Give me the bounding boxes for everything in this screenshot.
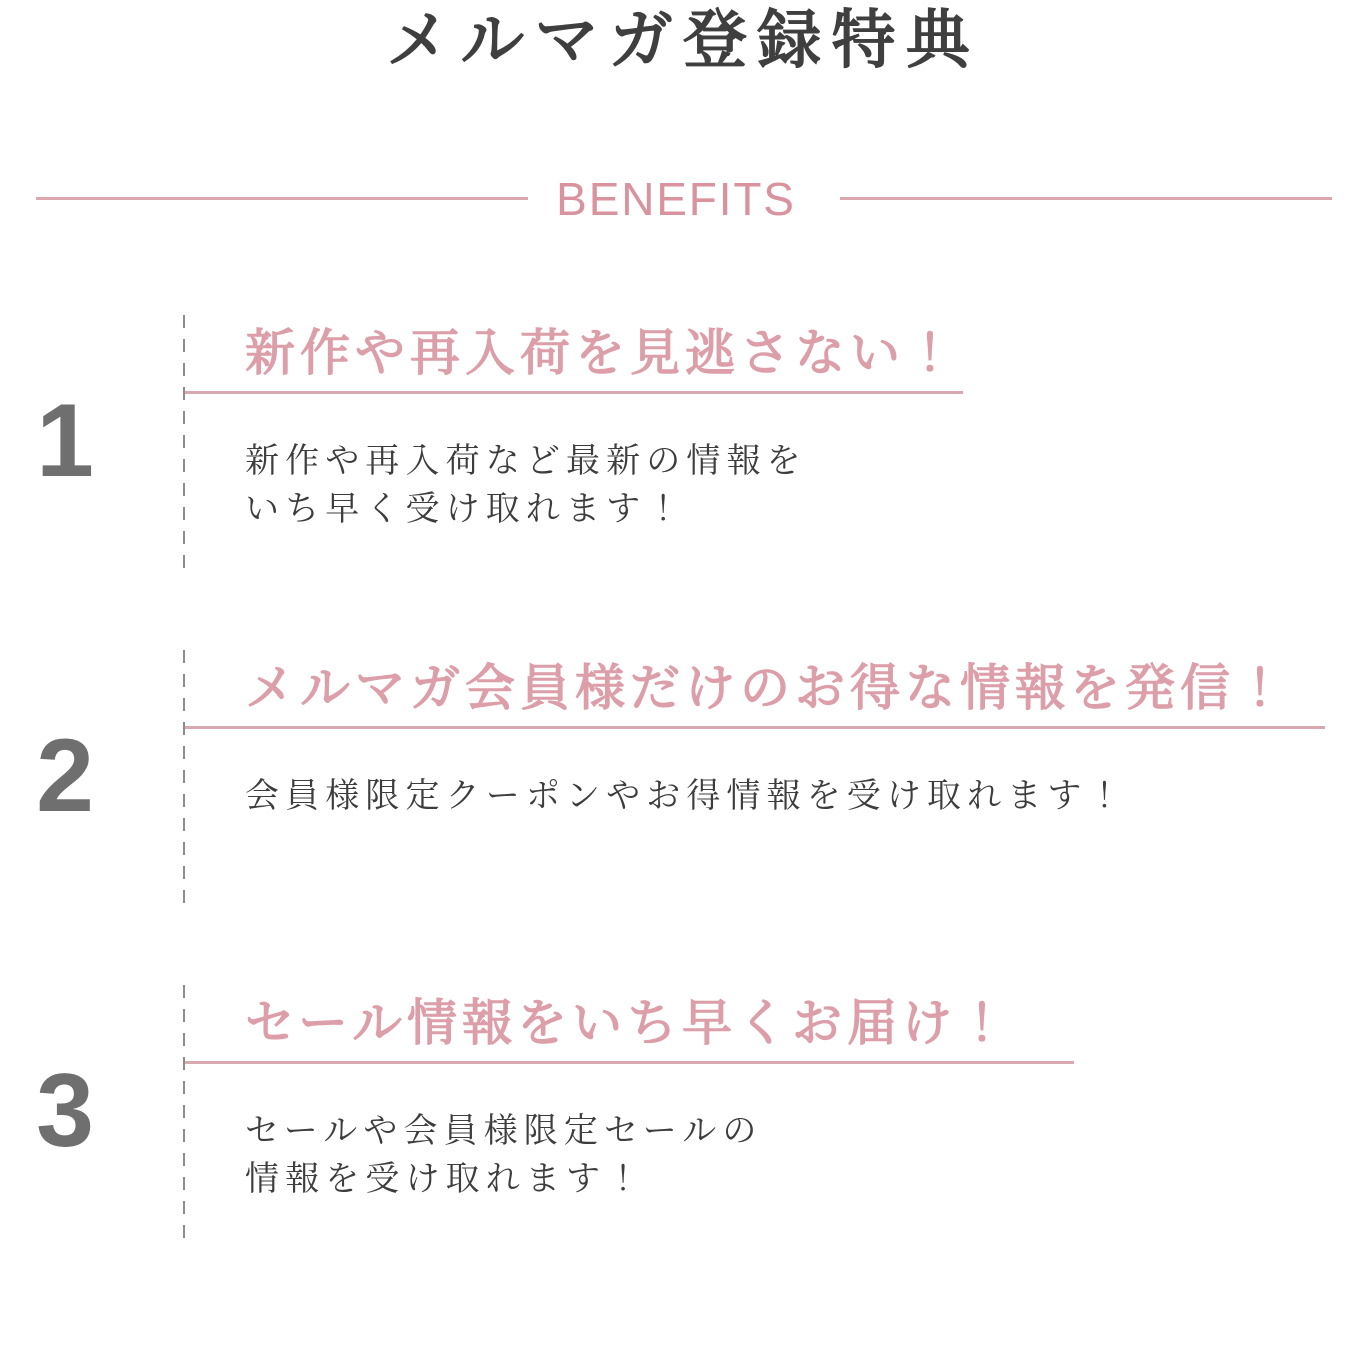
benefit-title-underline xyxy=(183,391,963,394)
benefit-title: 新作や再入荷を見逃さない！ xyxy=(245,325,960,382)
benefit-description-line: 会員様限定クーポンやお得情報を受け取れます！ xyxy=(245,777,1128,816)
benefit-description xyxy=(183,438,1366,534)
divider-line-left xyxy=(36,197,528,200)
benefit-number-column xyxy=(0,648,183,903)
benefit-description-line: 情報を受け取れます！ xyxy=(245,1160,647,1199)
divider-line-right xyxy=(840,197,1332,200)
benefit-title-underline xyxy=(183,726,1325,729)
benefit-description xyxy=(183,773,1366,821)
dashed-divider xyxy=(183,650,185,903)
benefit-number-column xyxy=(0,313,183,568)
benefit-title-underline xyxy=(183,1061,1074,1064)
benefit-description-line: いち早く受け取れます！ xyxy=(245,490,687,529)
benefit-number: 2 xyxy=(36,717,94,834)
benefit-description-line: セールや会員様限定セールの xyxy=(245,1112,763,1151)
benefit-description-line: 新作や再入荷など最新の情報を xyxy=(245,442,807,481)
dashed-divider xyxy=(183,985,185,1238)
page-title: メルマガ登録特典 xyxy=(386,4,980,76)
benefit-number: 1 xyxy=(36,382,94,499)
benefit-number-column xyxy=(0,983,183,1238)
benefits-label: BENEFITS xyxy=(556,172,796,225)
benefit-title: セール情報をいち早くお届け！ xyxy=(245,995,1012,1052)
benefits-divider xyxy=(36,174,1332,225)
benefit-content xyxy=(183,983,1366,1238)
benefit-content xyxy=(183,313,1366,568)
dashed-divider xyxy=(183,315,185,568)
benefit-description xyxy=(183,1108,1366,1204)
benefit-item-2 xyxy=(0,648,1366,903)
benefit-content xyxy=(183,648,1366,903)
benefit-item-3 xyxy=(0,983,1366,1238)
benefit-item-1 xyxy=(0,313,1366,568)
benefit-number: 3 xyxy=(36,1052,94,1169)
benefit-title: メルマガ会員様だけのお得な情報を発信！ xyxy=(245,660,1290,717)
